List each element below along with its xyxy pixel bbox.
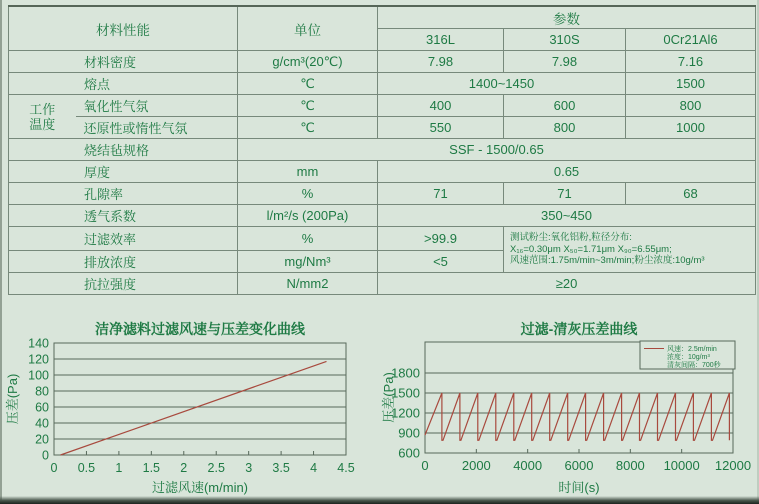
reducing-316l: 550 (378, 117, 504, 139)
x-tick-label: 0 (421, 458, 429, 473)
x-tick-label: 4 (310, 461, 318, 475)
legend-item: 浓度：10g/m³ (667, 354, 710, 361)
header-material-property: 材料性能 (9, 6, 238, 51)
x-tick-label: 4.5 (337, 461, 355, 475)
header-unit: 单位 (238, 6, 378, 51)
row-thickness (9, 161, 756, 183)
header-params: 参数 (378, 6, 756, 29)
emission-label: 排放浓度 (9, 251, 238, 273)
working-temp-group-label: 工作温度 (9, 95, 76, 139)
tensile-label: 抗拉强度 (9, 273, 238, 295)
y-tick-label: 20 (35, 432, 49, 447)
header-material-316l: 316L (378, 29, 504, 51)
chart-title: 过滤-清灰压差曲线 (520, 321, 638, 337)
density-unit: g/cm³(20℃) (238, 51, 378, 73)
legend-item: 清灰间隔：700秒 (667, 362, 721, 369)
y-tick-label: 600 (398, 445, 420, 461)
x-tick-label: 2 (180, 461, 188, 475)
row-felt-spec (9, 139, 756, 161)
test-conditions-note (504, 227, 756, 273)
permeability-unit: l/m²/s (200Pa) (238, 205, 378, 227)
y-tick-label: 100 (28, 368, 49, 383)
reducing-label: 还原性或惰性气氛 (76, 117, 238, 139)
x-tick-label: 12000 (714, 458, 752, 473)
density-310s: 7.98 (504, 51, 626, 73)
x-tick-label: 2.5 (207, 461, 225, 475)
header-row-1 (9, 6, 756, 29)
y-tick-label: 1800 (391, 365, 420, 381)
oxidizing-0cr21al6: 800 (626, 95, 756, 117)
thickness-label: 厚度 (9, 161, 238, 183)
spec-table (8, 5, 756, 295)
chart-clean-filter-svg (4, 318, 384, 504)
x-tick-label: 2000 (461, 458, 491, 473)
y-tick-label: 1500 (391, 385, 420, 401)
oxidizing-label: 氧化性气氛 (76, 95, 238, 117)
melting-point-label: 熔点 (9, 73, 238, 95)
filtration-efficiency-unit: % (238, 227, 378, 251)
y-axis-label: 压差(Pa) (5, 373, 20, 425)
density-label: 材料密度 (9, 51, 238, 73)
y-tick-label: 900 (398, 425, 420, 441)
y-tick-label: 80 (35, 384, 49, 399)
chart-title: 洁净滤料过滤风速与压差变化曲线 (95, 321, 305, 337)
row-porosity (9, 183, 756, 205)
oxidizing-310s: 600 (504, 95, 626, 117)
x-tick-label: 3.5 (272, 461, 290, 475)
row-permeability (9, 205, 756, 227)
chart-clean-filter-pressure-drop (4, 318, 384, 504)
x-tick-label: 0.5 (77, 461, 96, 475)
permeability-label: 透气系数 (9, 205, 238, 227)
porosity-310s: 71 (504, 183, 626, 205)
permeability-value: 350~450 (378, 205, 756, 227)
filtration-efficiency-label: 过滤效率 (9, 227, 238, 251)
note-line-2: X₁₆=0.30μm X₅₀=1.71μm X₉₀=6.55μm; (510, 243, 672, 255)
melting-point-unit: ℃ (238, 73, 378, 95)
scan-edge-left (0, 0, 2, 504)
plot-frame (54, 343, 346, 455)
legend-item: 风速：2.5m/min (667, 346, 717, 353)
reducing-unit: ℃ (238, 117, 378, 139)
porosity-0cr21al6: 68 (626, 183, 756, 205)
tensile-value: ≥20 (378, 273, 756, 295)
x-tick-label: 1.5 (142, 461, 161, 475)
density-316l: 7.98 (378, 51, 504, 73)
row-tensile (9, 273, 756, 295)
x-tick-label: 6000 (564, 458, 594, 473)
y-axis-label: 压差(Pa) (381, 372, 396, 423)
filtration-efficiency-value: >99.9 (378, 227, 504, 251)
porosity-label: 孔隙率 (9, 183, 238, 205)
oxidizing-unit: ℃ (238, 95, 378, 117)
header-material-0cr21al6: 0Cr21Al6 (626, 29, 756, 51)
porosity-316l: 71 (378, 183, 504, 205)
tensile-unit: N/mm2 (238, 273, 378, 295)
row-reducing-atmosphere (9, 117, 756, 139)
oxidizing-316l: 400 (378, 95, 504, 117)
y-tick-label: 120 (28, 352, 49, 367)
emission-value: <5 (378, 251, 504, 273)
x-tick-label: 4000 (513, 458, 543, 473)
x-tick-label: 3 (245, 461, 253, 475)
row-oxidizing-atmosphere (9, 95, 756, 117)
felt-spec-value: SSF - 1500/0.65 (238, 139, 756, 161)
y-tick-label: 0 (42, 448, 49, 463)
header-material-310s: 310S (504, 29, 626, 51)
scan-edge-bottom (0, 496, 759, 504)
x-tick-label: 1 (115, 461, 123, 475)
row-melting-point (9, 73, 756, 95)
felt-spec-label: 烧结毡规格 (9, 139, 238, 161)
melting-point-0cr21al6: 1500 (626, 73, 756, 95)
row-density (9, 51, 756, 73)
note-line-3: 风速范围:1.75m/min~3m/min;粉尘浓度:10g/m³ (510, 255, 705, 267)
emission-unit: mg/Nm³ (238, 251, 378, 273)
x-tick-label: 0 (50, 461, 58, 475)
y-tick-label: 1200 (391, 405, 420, 421)
x-axis-label: 时间(s) (558, 480, 600, 495)
thickness-value: 0.65 (378, 161, 756, 183)
y-tick-label: 60 (35, 400, 49, 415)
reducing-0cr21al6: 1000 (626, 117, 756, 139)
y-tick-label: 140 (28, 336, 49, 351)
x-tick-label: 8000 (615, 458, 645, 473)
note-line-1: 测试粉尘:氧化铝粉,粒径分布: (510, 232, 632, 244)
density-0cr21al6: 7.16 (626, 51, 756, 73)
row-filtration-efficiency (9, 227, 756, 251)
chart-filtration-cleaning-cycle (380, 318, 759, 504)
y-tick-label: 40 (35, 416, 49, 431)
x-axis-label: 过滤风速(m/min) (151, 480, 249, 495)
reducing-310s: 800 (504, 117, 626, 139)
thickness-unit: mm (238, 161, 378, 183)
chart-cycle-svg (380, 318, 759, 504)
x-tick-label: 10000 (663, 458, 700, 473)
melting-point-316l-310s: 1400~1450 (378, 73, 626, 95)
porosity-unit: % (238, 183, 378, 205)
